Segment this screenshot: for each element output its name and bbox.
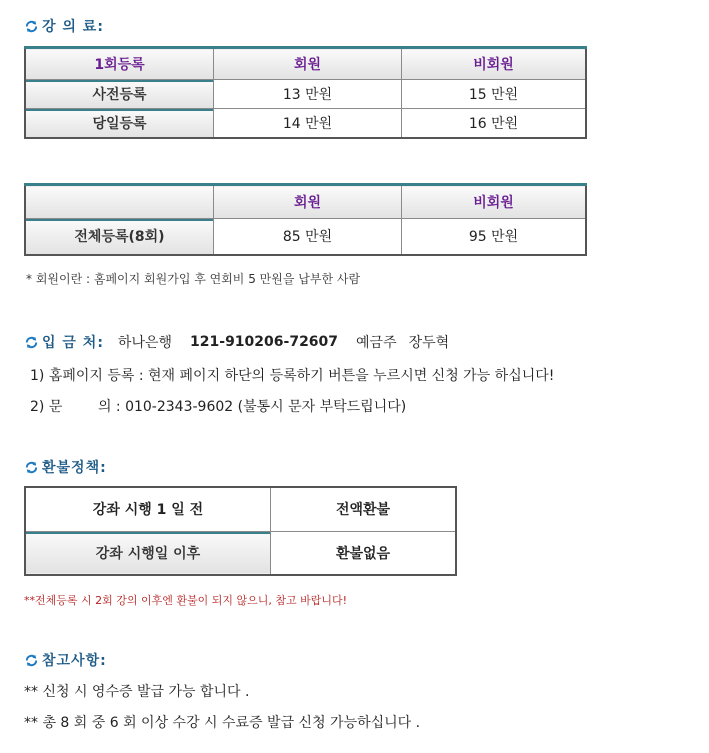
refund-title: 환불정책: [42,460,107,476]
col-header-empty [25,185,214,219]
deposit-title: 입 금 처: [42,335,104,351]
col-header-registration: 1회등록 [25,48,214,80]
refund-table [24,486,457,576]
cell-member-full: 85 만원 [214,219,402,255]
notes-section-heading [24,650,107,670]
cell-nonmember-sameday: 16 만원 [402,109,587,138]
refresh-arrows-icon [24,653,39,668]
cell-member-pre: 13 만원 [214,80,402,109]
row-label-pre: 사전등록 [25,80,214,109]
col-header-nonmember: 비회원 [402,185,587,219]
bank-name: 하나은행 [117,335,173,351]
table-row [25,109,586,138]
notes-title: 참고사항: [42,653,107,669]
col-header-nonmember: 비회원 [402,48,587,80]
refund-warning: **전체등록 시 2회 강의 이후엔 환불이 되지 않으니, 참고 바랍니다! [24,594,348,607]
account-number: 121-910206-72607 [190,334,339,350]
fee-section-heading [24,16,104,36]
table-row [25,80,586,109]
row-label-full: 전체등록(8회) [25,219,214,255]
refresh-arrows-icon [24,460,39,475]
cell-nonmember-pre: 15 만원 [402,80,587,109]
refund-label-before: 강좌 시행 1 일 전 [25,487,271,531]
table-row [25,487,456,531]
col-header-member: 회원 [214,48,402,80]
refund-label-after: 강좌 시행일 이후 [25,531,271,575]
deposit-line-1: 1) 홈페이지 등록 : 현재 페이지 하단의 등록하기 버튼을 누르시면 신청 가능 하십니다! [30,368,555,384]
fee-table-single [24,46,587,139]
refresh-arrows-icon [24,335,39,350]
notes-line-2: ** 총 8 회 중 6 회 이상 수강 시 수료증 발급 신청 가능하십니다 . [24,715,421,731]
fee-table-full [24,183,587,256]
holder-label: 예금주 [356,335,397,351]
deposit-section-heading [24,332,449,352]
holder-name: 장두혁 [408,335,450,351]
refund-value-before: 전액환불 [271,487,457,531]
refresh-arrows-icon [24,19,39,34]
cell-nonmember-full: 95 만원 [402,219,587,255]
notes-line-1: ** 신청 시 영수증 발급 가능 합니다 . [24,684,250,700]
row-label-sameday: 당일등록 [25,109,214,138]
refund-section-heading [24,457,107,477]
col-header-member: 회원 [214,185,402,219]
deposit-line-2: 2) 문 의 : 010-2343-9602 (불통시 문자 부탁드립니다) [30,399,407,415]
table-row [25,219,586,255]
member-definition-note: * 회원이란 : 홈페이지 회원가입 후 연회비 5 만원을 납부한 사람 [26,272,361,286]
fee-title: 강 의 료: [42,19,104,35]
cell-member-sameday: 14 만원 [214,109,402,138]
table-row [25,531,456,575]
refund-value-after: 환불없음 [271,531,457,575]
